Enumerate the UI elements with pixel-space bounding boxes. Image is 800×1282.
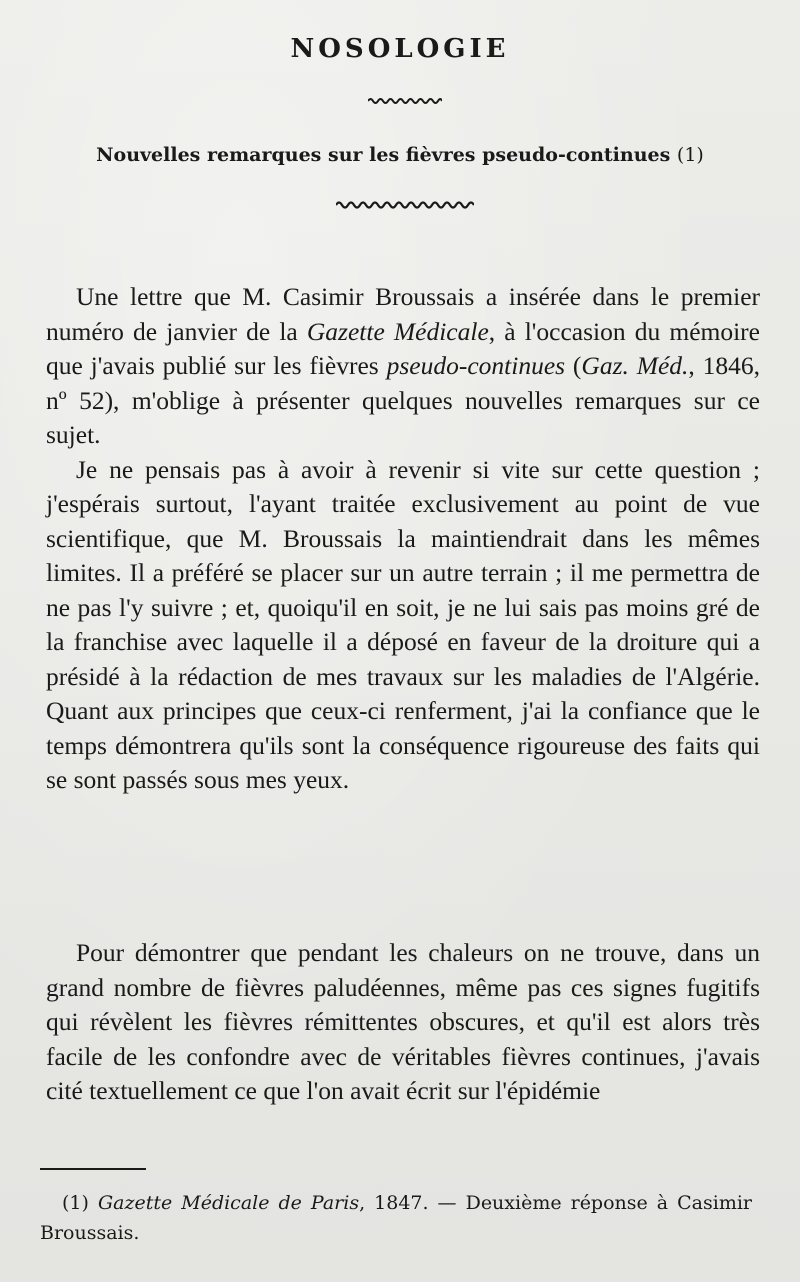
ornament-squiggle-bottom: [336, 199, 474, 211]
footnote-ref: (1): [62, 1192, 89, 1214]
p1-text-c: (: [565, 351, 582, 380]
footnote-text: [40, 1188, 752, 1248]
section-title: NOSOLOGIE: [290, 34, 510, 64]
footnote-rule: [40, 1168, 146, 1170]
footnote-rest: , 1847. — Deuxième réponse à Casimir Broussais.: [40, 1192, 752, 1244]
article-title-text: Nouvelles remarques sur les fièvres pseudo-continues: [96, 144, 671, 166]
body-text-block-1: [46, 280, 760, 798]
paragraph-2: Je ne pensais pas à avoir à revenir si vite sur cette question ; j'espérais surtout, l'ayant traitée exclusivement au point de vue scientifique, que M. Broussais la maintiendrait dans les mêmes limites. Il a préféré se placer sur un autre terrain ; il me permettra de ne pas l'y suivre ; et, quoiqu'il en soit, je ne lui sais pas moins gré de la franchise avec laquelle il a déposé en faveur de la droiture qui a présidé à la rédaction de mes travaux sur les maladies de l'Algérie. Quant aux principes que ceux-ci renferment, j'ai la confiance que le temps démontrera qu'ils sont la conséquence rigoureuse des faits qui se sont passés sous mes yeux.: [46, 454, 760, 794]
footnote: [40, 1188, 752, 1248]
paragraph-1: [46, 280, 760, 453]
p1-text-b: , à l'occasion du mémoire que j'avais publié sur les fièvres: [46, 316, 760, 380]
paragraph-3: Pour démontrer que pendant les chaleurs on ne trouve, dans un grand nombre de fièvres paludéennes, même pas ces signes fugitifs qui révèlent les fièvres rémittentes obscures, et qu'il est alors très facile de les confondre avec de véritables fièvres continues, j'avais cité textuellement ce que l'on avait écrit sur l'épidémie: [46, 938, 760, 1105]
p1-text-a: Une lettre que M. Casimir Broussais a insérée dans le premier numéro de janvier de la: [46, 282, 760, 346]
p1-gaz-italic: Gaz. Méd.: [581, 351, 689, 380]
article-title: [0, 144, 800, 166]
p1-text-d: , 1846, nº 52), m'oblige à présenter quelques nouvelles remarques sur ce sujet.: [46, 351, 761, 449]
p1-gazette-italic: Gazette Médicale: [306, 316, 489, 346]
article-footnote-ref: (1): [676, 144, 704, 166]
p1-pseudo-italic: pseudo-continues: [386, 351, 566, 380]
body-text-block-2: [46, 936, 760, 1109]
footnote-source: Gazette Médicale de Paris: [97, 1192, 360, 1214]
ornament-squiggle-top: [368, 96, 442, 106]
